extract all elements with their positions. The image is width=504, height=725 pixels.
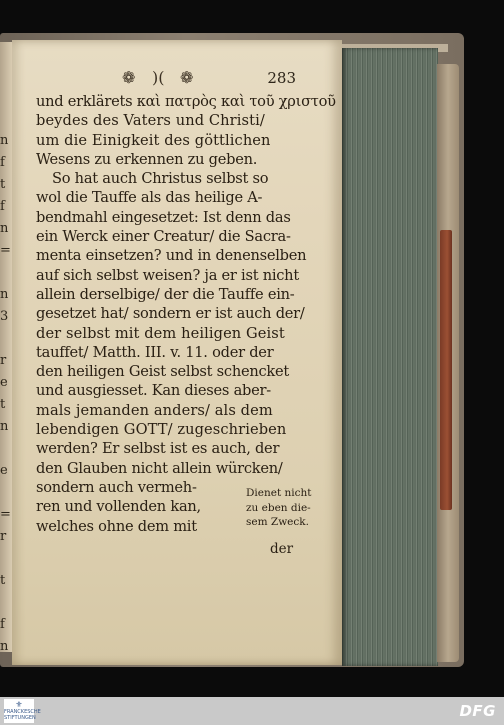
logo-line: STIFTUNGEN: [4, 715, 36, 721]
text-line: und ausgiesset. Kan dieses aber-: [36, 382, 271, 400]
text-line: menta einsetzen? und in denenselben: [36, 247, 307, 265]
text-line: und erklärets καὶ πατρὸς καὶ τοῦ χριστοῦ: [36, 93, 336, 110]
page-number: 283: [267, 69, 296, 87]
text-line: welches ohne dem mit: [36, 517, 197, 535]
text-line: mals jemanden anders/ als dem: [36, 401, 273, 419]
facing-page-edge: [0, 42, 12, 652]
body-text: [36, 92, 336, 536]
text-line: wol die Tauffe als das heilige A-: [36, 189, 263, 207]
center-ornament-icon: )(: [152, 68, 165, 87]
text-line: auf sich selbst weisen? ja er ist nicht: [36, 266, 299, 284]
marginal-note-line: zu eben die-: [246, 501, 311, 514]
text-line: um die Einigkeit des göttlichen: [36, 131, 271, 149]
text-line: ein Werck einer Creatur/ die Sacra-: [36, 228, 291, 246]
marginal-note-line: sem Zweck.: [246, 516, 309, 528]
text-line: gesetzet hat/ sondern er ist auch der/: [36, 305, 305, 323]
dfg-logo[interactable]: DFG: [459, 702, 496, 720]
text-line: beydes des Vaters und Christi/: [36, 112, 265, 130]
text-line: werden? Er selbst ist es auch, der: [36, 440, 280, 458]
flower-ornament-icon: ❁: [122, 68, 136, 87]
text-line: bendmahl eingesetzet: Ist denn das: [36, 208, 291, 226]
bookmark-ribbon: [440, 230, 452, 510]
flower-ornament-icon: ❁: [180, 68, 194, 87]
text-line: den heiligen Geist selbst schencket: [36, 363, 290, 381]
franckesche-stiftungen-logo[interactable]: [4, 699, 41, 723]
text-line: So hat auch Christus selbst so: [52, 170, 269, 188]
text-line: allein derselbige/ der die Tauffe ein-: [36, 285, 295, 303]
catchword: der: [270, 541, 294, 557]
marginal-note-line: Dienet nicht: [246, 487, 312, 499]
logo-line: FRANCKESCHE: [4, 709, 41, 715]
text-line: ren und vollenden kan,: [36, 498, 201, 516]
page-header: [34, 68, 296, 88]
marginal-note: [246, 486, 316, 530]
text-line: sondern auch vermeh-: [36, 478, 197, 496]
text-line: der selbst mit dem heiligen Geist: [36, 324, 285, 342]
text-line: lebendigen GOTT/ zugeschrieben: [36, 421, 287, 439]
viewer-footer-bar: [0, 697, 504, 725]
text-line: den Glauben nicht allein würcken/: [36, 459, 283, 477]
page-block-edges: [342, 48, 438, 666]
text-line: Wesens zu erkennen zu geben.: [36, 150, 258, 168]
logo-mark-icon: ⚜: [15, 700, 23, 709]
facing-page-text: n f t f n = n 3 r e t n e = r t f n: [0, 133, 10, 654]
text-line: tauffet/ Matth. III. v. 11. oder der: [36, 343, 274, 361]
